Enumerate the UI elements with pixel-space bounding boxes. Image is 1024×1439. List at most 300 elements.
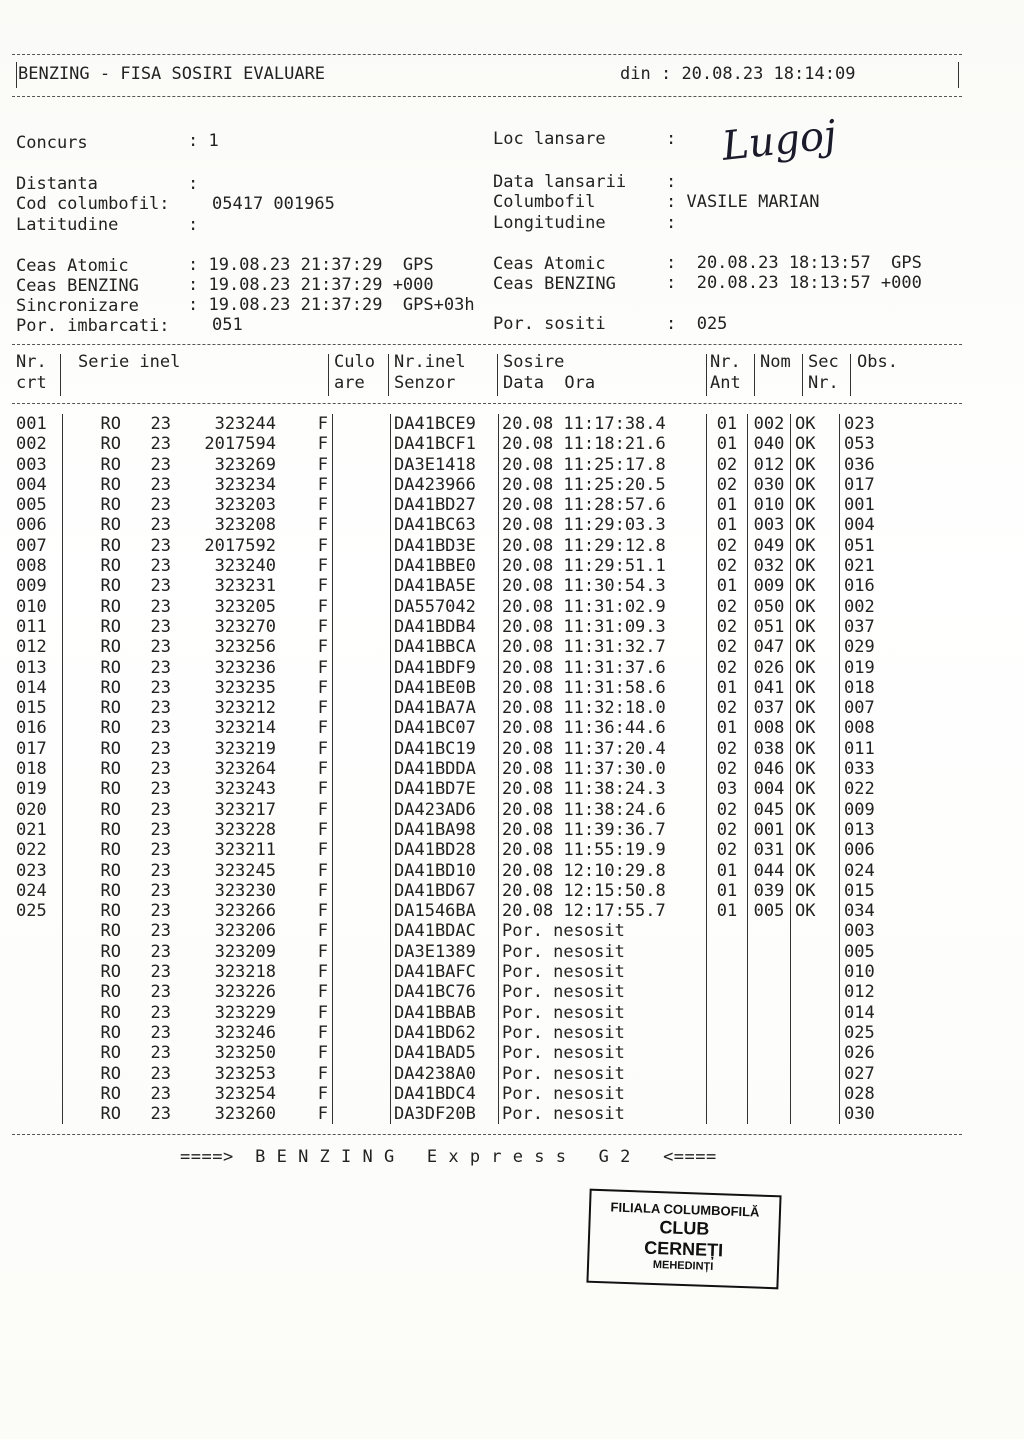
row-nr <box>12 921 63 941</box>
row-obs: 002 <box>844 596 875 617</box>
row-obs: 013 <box>844 819 875 840</box>
row-chip: DA41BD62 <box>391 1023 499 1043</box>
th-sep <box>60 354 61 396</box>
row-nom <box>748 1104 791 1124</box>
row-sex: F <box>276 495 333 515</box>
row-chip: DA3E1418 <box>391 455 499 475</box>
ceas-benzing-r-value: : 20.08.23 18:13:57 +000 <box>666 273 922 293</box>
row-obs: 019 <box>844 657 875 678</box>
row-arrival: 20.08 11:37:30.0 <box>499 759 707 779</box>
table-row <box>12 658 914 678</box>
row-antenna: 02 <box>707 637 748 657</box>
row-country: RO <box>100 515 121 536</box>
row-arrival: 20.08 11:29:51.1 <box>499 556 707 576</box>
row-nom <box>748 1084 791 1104</box>
row-nr <box>12 962 63 982</box>
th-nr-1: Nr. <box>16 352 47 372</box>
row-obs: 015 <box>844 880 875 901</box>
sincronizare-label: Sincronizare <box>16 296 139 316</box>
row-antenna: 01 <box>707 434 748 454</box>
row-antenna <box>707 1064 748 1084</box>
row-ring-number: 2017594 <box>204 434 276 455</box>
row-year: 23 <box>150 698 171 719</box>
row-year: 23 <box>150 434 171 455</box>
row-sec <box>791 921 840 941</box>
th-sec <box>808 352 839 393</box>
row-country: RO <box>100 576 121 597</box>
row-country: RO <box>100 860 121 881</box>
row-chip: DA41BBAB <box>391 1003 499 1023</box>
row-nr: 004 <box>12 475 63 495</box>
row-nr <box>12 982 63 1002</box>
row-chip: DA41BDC4 <box>391 1084 499 1104</box>
header-left-border <box>16 62 17 88</box>
row-obs: 029 <box>844 637 875 658</box>
row-year: 23 <box>150 535 171 556</box>
row-sec: OK <box>791 455 840 475</box>
table-row <box>12 739 914 759</box>
table-row <box>12 536 914 556</box>
table-bottom-divider <box>12 1134 962 1135</box>
row-arrival: 20.08 12:17:55.7 <box>499 901 707 921</box>
columbofil-label: Columbofil <box>493 192 596 212</box>
row-obs: 033 <box>844 759 875 780</box>
row-arrival: 20.08 11:17:38.4 <box>499 414 707 434</box>
row-chip: DA41BE0B <box>391 678 499 698</box>
row-antenna <box>707 1023 748 1043</box>
row-chip: DA1546BA <box>391 901 499 921</box>
row-nom: 046 <box>748 759 791 779</box>
row-country: RO <box>100 535 121 556</box>
row-arrival: 20.08 11:31:58.6 <box>499 678 707 698</box>
row-ring-number: 323217 <box>214 799 276 820</box>
row-obs: 034 <box>844 901 875 922</box>
row-country: RO <box>100 474 121 495</box>
row-nr: 011 <box>12 617 63 637</box>
th-sep <box>850 354 851 396</box>
row-ring-number: 323226 <box>214 982 276 1003</box>
row-year: 23 <box>150 738 171 759</box>
row-arrival: 20.08 11:31:32.7 <box>499 637 707 657</box>
row-chip: DA41BC76 <box>391 982 499 1002</box>
row-chip: DA41BCE9 <box>391 414 499 434</box>
row-antenna: 02 <box>707 739 748 759</box>
stamp-line-4: MEHEDINȚI <box>652 1258 714 1274</box>
row-color <box>333 1043 391 1063</box>
row-nr: 006 <box>12 515 63 535</box>
row-obs: 027 <box>844 1063 875 1084</box>
longitudine-colon: : <box>666 213 677 233</box>
row-sec <box>791 1003 840 1023</box>
row-nr: 018 <box>12 759 63 779</box>
row-chip: DA41BDB4 <box>391 617 499 637</box>
row-ring-number: 323212 <box>214 698 276 719</box>
stamp-line-3: CERNEȚI <box>643 1237 724 1261</box>
row-nom: 045 <box>748 800 791 820</box>
table-row <box>12 495 914 515</box>
row-ring-number: 323250 <box>214 1043 276 1064</box>
row-sex: F <box>276 475 333 495</box>
row-sex: F <box>276 881 333 901</box>
row-nr <box>12 1043 63 1063</box>
row-antenna: 03 <box>707 779 748 799</box>
row-chip: DA41BBE0 <box>391 556 499 576</box>
ceas-benzing-value: : 19.08.23 21:37:29 +000 <box>188 275 434 295</box>
row-obs: 001 <box>844 495 875 516</box>
results-table <box>12 414 914 1124</box>
row-chip: DA41BD7E <box>391 779 499 799</box>
row-antenna: 02 <box>707 658 748 678</box>
th-obs: Obs. <box>857 352 898 372</box>
row-nom: 038 <box>748 739 791 759</box>
row-country: RO <box>100 1022 121 1043</box>
table-row <box>12 1043 914 1063</box>
row-color <box>333 455 391 475</box>
row-nom <box>748 962 791 982</box>
table-row <box>12 698 914 718</box>
row-ring-number: 323236 <box>214 657 276 678</box>
row-sec: OK <box>791 881 840 901</box>
row-ring-number: 323209 <box>214 941 276 962</box>
row-sec: OK <box>791 759 840 779</box>
row-arrival: 20.08 12:15:50.8 <box>499 881 707 901</box>
row-sex: F <box>276 658 333 678</box>
sincronizare-value: : 19.08.23 21:37:29 GPS+03h <box>188 295 475 315</box>
row-arrival: 20.08 11:25:17.8 <box>499 455 707 475</box>
row-ring-number: 323244 <box>214 414 276 434</box>
row-country: RO <box>100 738 121 759</box>
row-nr: 002 <box>12 434 63 454</box>
row-arrival: 20.08 11:30:54.3 <box>499 576 707 596</box>
row-year: 23 <box>150 921 171 942</box>
row-chip: DA423AD6 <box>391 800 499 820</box>
row-sec: OK <box>791 556 840 576</box>
row-color <box>333 921 391 941</box>
th-sep <box>497 354 498 396</box>
row-year: 23 <box>150 1022 171 1043</box>
row-year: 23 <box>150 414 171 434</box>
row-country: RO <box>100 759 121 780</box>
row-year: 23 <box>150 941 171 962</box>
row-nr: 016 <box>12 718 63 738</box>
row-color <box>333 759 391 779</box>
table-row <box>12 1104 914 1124</box>
table-row <box>12 921 914 941</box>
row-color <box>333 1104 391 1124</box>
row-country: RO <box>100 434 121 455</box>
row-antenna <box>707 1043 748 1063</box>
row-obs: 036 <box>844 454 875 475</box>
row-sec <box>791 1104 840 1124</box>
row-ring-number: 323256 <box>214 637 276 658</box>
row-sec: OK <box>791 901 840 921</box>
row-sec: OK <box>791 475 840 495</box>
row-country: RO <box>100 637 121 658</box>
row-chip: DA41BDDA <box>391 759 499 779</box>
row-color <box>333 962 391 982</box>
th-sosire-2: Data Ora <box>503 372 596 393</box>
row-nr: 005 <box>12 495 63 515</box>
row-country: RO <box>100 1104 121 1125</box>
row-antenna: 02 <box>707 759 748 779</box>
row-nom: 039 <box>748 881 791 901</box>
table-row <box>12 942 914 962</box>
row-obs: 051 <box>844 535 875 556</box>
row-sex: F <box>276 617 333 637</box>
row-obs: 004 <box>844 515 875 536</box>
row-color <box>333 495 391 515</box>
row-sex: F <box>276 962 333 982</box>
row-sex: F <box>276 414 333 434</box>
row-sec: OK <box>791 718 840 738</box>
row-arrival: Por. nesosit <box>499 942 707 962</box>
row-obs: 022 <box>844 779 875 800</box>
row-nom: 032 <box>748 556 791 576</box>
row-chip: DA41BC19 <box>391 739 499 759</box>
th-sosire <box>503 352 595 393</box>
row-chip: DA41BC63 <box>391 515 499 535</box>
row-country: RO <box>100 799 121 820</box>
header-right-border <box>958 62 959 88</box>
sositi-value: : 025 <box>666 314 728 334</box>
row-ring-number: 323243 <box>214 779 276 800</box>
row-color <box>333 779 391 799</box>
row-obs: 011 <box>844 738 875 759</box>
row-country: RO <box>100 495 121 516</box>
table-row <box>12 840 914 860</box>
table-row <box>12 982 914 1002</box>
row-color <box>333 576 391 596</box>
row-ring-number: 323205 <box>214 596 276 617</box>
row-country: RO <box>100 454 121 475</box>
row-sec: OK <box>791 779 840 799</box>
top-divider <box>12 54 962 55</box>
th-sep <box>802 354 803 396</box>
table-row <box>12 800 914 820</box>
row-nom: 010 <box>748 495 791 515</box>
sositi-label: Por. sositi <box>493 314 606 334</box>
row-country: RO <box>100 616 121 637</box>
row-country: RO <box>100 698 121 719</box>
row-year: 23 <box>150 1104 171 1125</box>
row-country: RO <box>100 1063 121 1084</box>
row-ring-number: 323246 <box>214 1022 276 1043</box>
row-sec: OK <box>791 597 840 617</box>
row-country: RO <box>100 414 121 434</box>
th-sosire-1: Sosire <box>503 352 565 372</box>
row-arrival: 20.08 12:10:29.8 <box>499 861 707 881</box>
row-country: RO <box>100 982 121 1003</box>
row-nr: 022 <box>12 840 63 860</box>
row-sec <box>791 962 840 982</box>
row-ring-number: 323234 <box>214 474 276 495</box>
row-sec: OK <box>791 515 840 535</box>
row-antenna <box>707 982 748 1002</box>
row-sec: OK <box>791 536 840 556</box>
ceas-benzing-r-label: Ceas BENZING <box>493 274 616 294</box>
stamp-line-1: FILIALA COLUMBOFILĂ <box>610 1199 760 1220</box>
row-ring-number: 323269 <box>214 454 276 475</box>
row-nom: 026 <box>748 658 791 678</box>
row-obs: 028 <box>844 1083 875 1104</box>
th-ant <box>710 352 741 393</box>
row-arrival: Por. nesosit <box>499 1003 707 1023</box>
row-country: RO <box>100 819 121 840</box>
cod-columbofil-label: Cod columbofil: <box>16 194 170 214</box>
row-color <box>333 1023 391 1043</box>
table-row <box>12 779 914 799</box>
row-arrival: Por. nesosit <box>499 1043 707 1063</box>
th-sep <box>754 354 755 396</box>
row-arrival: Por. nesosit <box>499 1023 707 1043</box>
imbarcati-value: 051 <box>212 315 243 335</box>
distanta-colon: : <box>188 174 199 194</box>
row-nr: 003 <box>12 455 63 475</box>
row-ring-number: 323270 <box>214 616 276 637</box>
row-obs: 003 <box>844 921 875 942</box>
row-ring-number: 323253 <box>214 1063 276 1084</box>
row-arrival: 20.08 11:55:19.9 <box>499 840 707 860</box>
row-nr: 015 <box>12 698 63 718</box>
row-antenna: 02 <box>707 536 748 556</box>
table-row <box>12 455 914 475</box>
row-chip: DA41BDF9 <box>391 658 499 678</box>
loc-lansare-label: Loc lansare <box>493 129 606 149</box>
row-arrival: Por. nesosit <box>499 1104 707 1124</box>
row-sex: F <box>276 678 333 698</box>
row-sex: F <box>276 597 333 617</box>
row-ring-number: 323260 <box>214 1104 276 1125</box>
row-antenna: 02 <box>707 455 748 475</box>
table-row <box>12 861 914 881</box>
table-row <box>12 881 914 901</box>
row-arrival: Por. nesosit <box>499 982 707 1002</box>
row-sex: F <box>276 982 333 1002</box>
row-chip: DA41BA7A <box>391 698 499 718</box>
row-nom: 005 <box>748 901 791 921</box>
row-sex: F <box>276 1003 333 1023</box>
row-obs: 014 <box>844 1002 875 1023</box>
table-top-divider <box>12 344 962 345</box>
row-ring-number: 323240 <box>214 556 276 577</box>
th-sep <box>388 354 389 396</box>
row-nr <box>12 1104 63 1124</box>
row-chip: DA41BC07 <box>391 718 499 738</box>
row-sex: F <box>276 1023 333 1043</box>
row-chip: DA41BAD5 <box>391 1043 499 1063</box>
row-country: RO <box>100 941 121 962</box>
row-country: RO <box>100 779 121 800</box>
ceas-atomic-value: : 19.08.23 21:37:29 GPS <box>188 255 434 275</box>
row-year: 23 <box>150 515 171 536</box>
ceas-atomic-label: Ceas Atomic <box>16 256 129 276</box>
row-nr <box>12 1023 63 1043</box>
row-nr: 024 <box>12 881 63 901</box>
row-color <box>333 414 391 434</box>
row-nom: 047 <box>748 637 791 657</box>
row-antenna: 02 <box>707 617 748 637</box>
row-nr: 001 <box>12 414 63 434</box>
th-culo-2: are <box>334 372 365 393</box>
ceas-benzing-label: Ceas BENZING <box>16 276 139 296</box>
row-country: RO <box>100 657 121 678</box>
row-ring-number: 323254 <box>214 1083 276 1104</box>
row-nom: 041 <box>748 678 791 698</box>
concurs-value: : 1 <box>188 131 219 151</box>
row-sec <box>791 1043 840 1063</box>
table-row <box>12 718 914 738</box>
row-obs: 008 <box>844 718 875 739</box>
row-obs: 012 <box>844 982 875 1003</box>
row-color <box>333 475 391 495</box>
row-year: 23 <box>150 616 171 637</box>
row-chip: DA41BD27 <box>391 495 499 515</box>
row-sec: OK <box>791 495 840 515</box>
row-antenna: 02 <box>707 840 748 860</box>
row-nr <box>12 942 63 962</box>
row-nom: 001 <box>748 820 791 840</box>
table-row <box>12 414 914 434</box>
row-obs: 006 <box>844 840 875 861</box>
row-year: 23 <box>150 759 171 780</box>
row-nom: 008 <box>748 718 791 738</box>
row-color <box>333 840 391 860</box>
row-nr: 025 <box>12 901 63 921</box>
row-sec <box>791 1084 840 1104</box>
th-nom: Nom <box>760 352 791 372</box>
table-row <box>12 820 914 840</box>
row-obs: 026 <box>844 1043 875 1064</box>
th-nr-2: crt <box>16 372 47 393</box>
row-sec: OK <box>791 840 840 860</box>
row-chip: DA557042 <box>391 597 499 617</box>
table-row <box>12 1023 914 1043</box>
row-ring-number: 323206 <box>214 921 276 942</box>
row-color <box>333 901 391 921</box>
row-year: 23 <box>150 1083 171 1104</box>
row-obs: 009 <box>844 799 875 820</box>
th-sec-1: Sec <box>808 352 839 372</box>
row-color <box>333 881 391 901</box>
row-nr: 008 <box>12 556 63 576</box>
row-chip: DA41BD10 <box>391 861 499 881</box>
table-row <box>12 434 914 454</box>
row-sec: OK <box>791 617 840 637</box>
row-antenna: 01 <box>707 495 748 515</box>
row-color <box>333 861 391 881</box>
th-nrinel-2: Senzor <box>394 372 456 393</box>
row-year: 23 <box>150 718 171 739</box>
table-row <box>12 576 914 596</box>
row-arrival: 20.08 11:25:20.5 <box>499 475 707 495</box>
row-color <box>333 536 391 556</box>
row-sec: OK <box>791 698 840 718</box>
footer-banner: ====> B E N Z I N G E x p r e s s G 2 <==== <box>180 1147 717 1167</box>
row-obs: 025 <box>844 1022 875 1043</box>
row-country: RO <box>100 962 121 983</box>
row-year: 23 <box>150 860 171 881</box>
row-antenna: 01 <box>707 718 748 738</box>
row-color <box>333 678 391 698</box>
row-ring-number: 323218 <box>214 962 276 983</box>
row-ring-number: 323203 <box>214 495 276 516</box>
row-sex: F <box>276 576 333 596</box>
table-row <box>12 617 914 637</box>
th-sep <box>328 354 329 396</box>
row-country: RO <box>100 718 121 739</box>
row-ring-number: 323208 <box>214 515 276 536</box>
loc-lansare-colon: : <box>666 129 677 149</box>
